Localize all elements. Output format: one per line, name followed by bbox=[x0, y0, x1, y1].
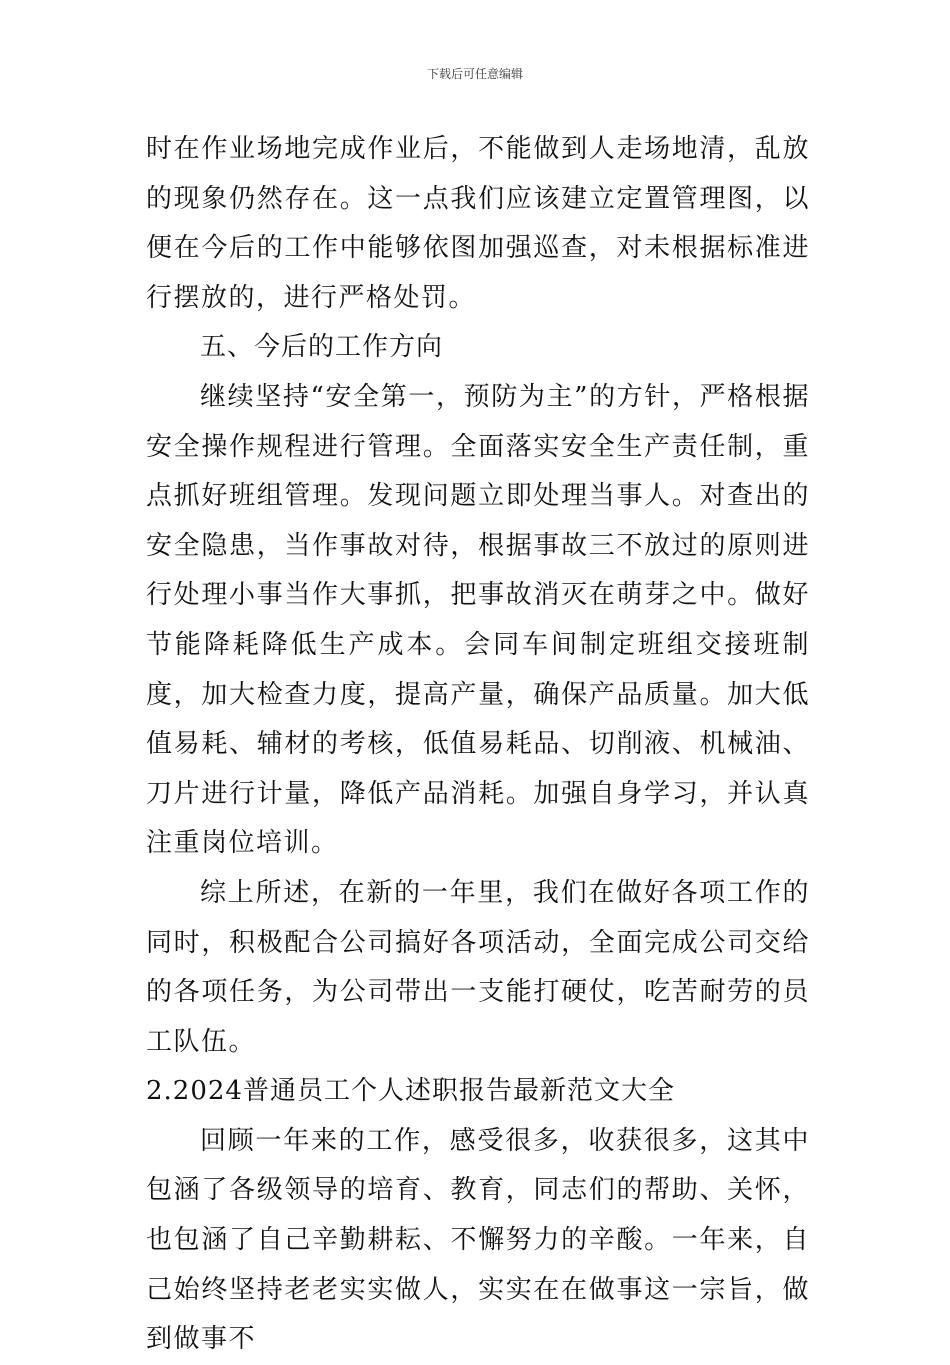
paragraph-work-direction: 继续坚持“安全第一，预防为主”的方针，严格根据安全操作规程进行管理。全面落实安全生产责任制，重点抓好班组管理。发现问题立即处理当事人。对查出的安全隐患，当作事故对待，根据事故三不放过的原则进行处理小事当作大事抓，把事故消灭在萌芽之中。做好节能降耗降低生产成本。会同车间制定班组交接班制度，加大检查力度，提高产量，确保产品质量。加大低值易耗、辅材的考核，低值易耗品、切削液、机械油、刀片进行计量，降低产品消耗。加强自身学习，并认真注重岗位培训。 bbox=[146, 381, 810, 859]
paragraph-continued: 时在作业场地完成作业后，不能做到人走场地清，乱放的现象仍然存在。这一点我们应该建立定置管理图，以便在今后的工作中能够依图加强巡查，对未根据标准进行摆放的，进行严格处罚。 bbox=[146, 134, 810, 313]
page-header: 下载后可任意编辑 bbox=[426, 67, 523, 81]
paragraph-summary: 综上所述，在新的一年里，我们在做好各项工作的同时，积极配合公司搞好各项活动，全面完成公司交给的各项任务，为公司带出一支能打硬仗，吃苦耐劳的员工队伍。 bbox=[146, 877, 810, 1057]
document-body bbox=[146, 125, 810, 1365]
article-title-2: 2.2024普通员工个人述职报告最新范文大全 bbox=[146, 1076, 675, 1107]
paragraph-review: 回顾一年来的工作，感受很多，收获很多，这其中包涵了各级领导的培育、教育，同志们的帮助、关怀，也包涵了自己辛勤耕耘、不懈努力的辛酸。一年来，自己始终坚持老老实实做人，实实在在做事这一宗旨，做到做事不 bbox=[146, 1125, 810, 1355]
section-heading-five: 五、今后的工作方向 bbox=[200, 332, 444, 363]
